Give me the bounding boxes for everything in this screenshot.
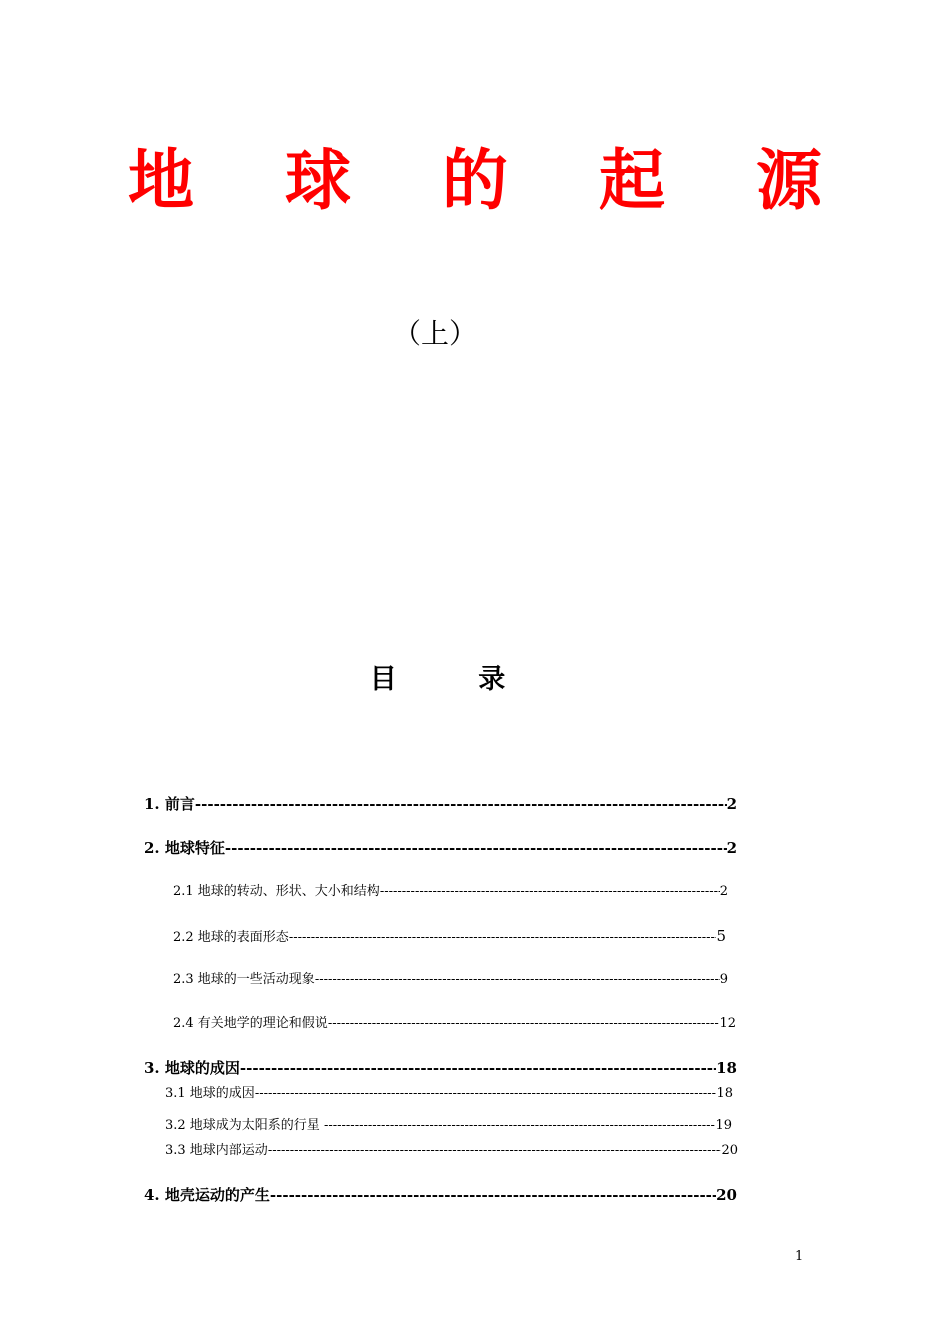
toc-entry-page: 18 — [716, 1086, 733, 1101]
toc-entry-page: 2 — [719, 884, 728, 899]
toc-heading: 目 录 — [369, 664, 542, 695]
toc-entry-page: 2 — [726, 839, 737, 857]
toc-dot-leader — [268, 1142, 722, 1160]
toc-dot-leader — [289, 929, 717, 947]
toc-entry-page: 5 — [716, 927, 726, 945]
toc-entry-page: 20 — [721, 1143, 738, 1158]
toc-dot-leader — [315, 971, 720, 989]
toc-entry-label: 2.4 有关地学的理论和假说 — [173, 1016, 328, 1031]
page-number: 1 — [795, 1249, 804, 1264]
toc-dot-leader — [255, 1085, 717, 1103]
toc-entry-page: 12 — [719, 1016, 736, 1031]
toc-dot-leader — [270, 1185, 716, 1205]
toc-entry-label: 3.1 地球的成因 — [165, 1086, 255, 1101]
toc-entry-page: 2 — [726, 795, 737, 813]
toc-dot-leader — [225, 838, 727, 858]
toc-dot-leader — [240, 1058, 716, 1078]
toc-entry-label: 3. 地球的成因 — [144, 1059, 240, 1077]
toc-entry-label: 2.1 地球的转动、形状、大小和结构 — [173, 884, 380, 899]
toc-entry-3-2[interactable] — [165, 1117, 732, 1135]
toc-entry-2-4[interactable] — [173, 1015, 736, 1033]
toc-entry-page: 18 — [716, 1059, 737, 1077]
toc-entry-label: 2.2 地球的表面形态 — [173, 930, 289, 945]
toc-entry-3-3[interactable] — [165, 1142, 738, 1160]
toc-entry-label: 4. 地壳运动的产生 — [144, 1186, 270, 1204]
toc-entry-label: 3.2 地球成为太阳系的行星 — [165, 1118, 324, 1133]
toc-entry-label: 1. 前言 — [144, 795, 195, 813]
toc-entry-label: 2.3 地球的一些活动现象 — [173, 972, 315, 987]
toc-dot-leader — [328, 1015, 720, 1033]
toc-dot-leader — [324, 1117, 716, 1135]
toc-entry-2-1[interactable] — [173, 883, 728, 901]
toc-entry-preface[interactable] — [144, 794, 737, 814]
toc-entry-earth-origin[interactable] — [144, 1058, 737, 1078]
toc-entry-2-3[interactable] — [173, 971, 728, 989]
toc-entry-page: 20 — [716, 1186, 737, 1204]
document-subtitle: （上） — [392, 317, 477, 350]
toc-entry-label: 3.3 地球内部运动 — [165, 1143, 268, 1158]
toc-dot-leader — [380, 883, 720, 901]
toc-entry-label: 2. 地球特征 — [144, 839, 225, 857]
document-title: 地 球 的 起 源 — [128, 142, 856, 219]
toc-entry-page: 9 — [719, 972, 728, 987]
toc-entry-2-2[interactable] — [173, 927, 726, 947]
toc-entry-3-1[interactable] — [165, 1085, 733, 1103]
toc-entry-page: 19 — [715, 1118, 732, 1133]
toc-dot-leader — [195, 794, 727, 814]
toc-entry-earth-features[interactable] — [144, 838, 737, 858]
toc-entry-crust-movement[interactable] — [144, 1185, 737, 1205]
